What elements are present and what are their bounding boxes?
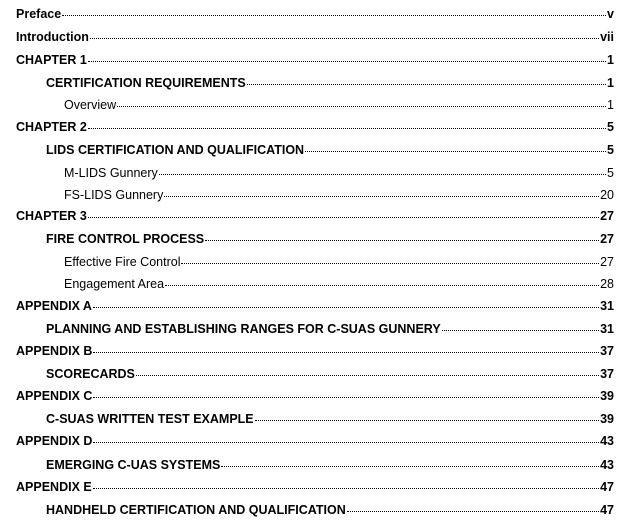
toc-entry-label: PLANNING AND ESTABLISHING RANGES FOR C-SUAS GUNNERY bbox=[46, 322, 441, 336]
toc-entry-label: CHAPTER 1 bbox=[16, 53, 87, 67]
dot-leader bbox=[117, 97, 606, 109]
toc-entry-introduction[interactable] bbox=[16, 28, 614, 46]
toc-entry-chapter-1[interactable] bbox=[16, 51, 614, 69]
dot-leader bbox=[136, 366, 599, 378]
toc-entry-certification-requirements[interactable] bbox=[46, 74, 614, 92]
toc-entry-preface[interactable] bbox=[16, 5, 614, 23]
toc-entry-page: 5 bbox=[607, 166, 614, 180]
toc-entry-handheld-certification[interactable] bbox=[46, 501, 614, 519]
toc-entry-label: CERTIFICATION REQUIREMENTS bbox=[46, 76, 246, 90]
toc-entry-page: 20 bbox=[600, 188, 614, 202]
dot-leader bbox=[88, 52, 606, 64]
dot-leader bbox=[90, 29, 599, 41]
toc-entry-page: 31 bbox=[600, 299, 614, 313]
toc-entry-page: 27 bbox=[600, 209, 614, 223]
toc-entry-label: FS-LIDS Gunnery bbox=[64, 188, 164, 202]
dot-leader bbox=[159, 165, 606, 177]
dot-leader bbox=[181, 254, 599, 266]
toc-entry-page: 43 bbox=[600, 458, 614, 472]
toc-entry-page: 27 bbox=[600, 255, 614, 269]
toc-entry-appendix-a[interactable] bbox=[16, 297, 614, 315]
dot-leader bbox=[442, 321, 599, 333]
toc-entry-appendix-b[interactable] bbox=[16, 342, 614, 360]
toc-entry-label: FIRE CONTROL PROCESS bbox=[46, 232, 205, 246]
toc-entry-label: APPENDIX E bbox=[16, 480, 92, 494]
toc-entry-scorecards[interactable] bbox=[46, 365, 614, 383]
toc-entry-emerging-systems[interactable] bbox=[46, 456, 614, 474]
dot-leader bbox=[205, 231, 599, 243]
toc-entry-page: 27 bbox=[600, 232, 614, 246]
toc-entry-label: EMERGING C-UAS SYSTEMS bbox=[46, 458, 221, 472]
toc-entry-chapter-3[interactable] bbox=[16, 207, 614, 225]
toc-entry-page: 1 bbox=[607, 76, 614, 90]
dot-leader bbox=[62, 6, 606, 18]
dot-leader bbox=[255, 411, 599, 423]
toc-entry-page: 47 bbox=[600, 480, 614, 494]
toc-entry-fs-lids-gunnery[interactable] bbox=[64, 186, 614, 204]
toc-entry-fire-control-process[interactable] bbox=[46, 230, 614, 248]
toc-entry-page: 47 bbox=[600, 503, 614, 517]
dot-leader bbox=[93, 479, 599, 491]
toc-entry-page: 39 bbox=[600, 389, 614, 403]
dot-leader bbox=[221, 457, 599, 469]
toc-entry-page: 39 bbox=[600, 412, 614, 426]
toc-entry-m-lids-gunnery[interactable] bbox=[64, 164, 614, 182]
toc-entry-label: CHAPTER 3 bbox=[16, 209, 87, 223]
toc-entry-page: 37 bbox=[600, 344, 614, 358]
toc-entry-appendix-d[interactable] bbox=[16, 432, 614, 450]
toc-entry-label: APPENDIX C bbox=[16, 389, 93, 403]
toc-entry-label: APPENDIX A bbox=[16, 299, 92, 313]
toc-entry-page: 5 bbox=[607, 120, 614, 134]
toc-entry-label: Introduction bbox=[16, 30, 89, 44]
dot-leader bbox=[88, 208, 599, 220]
toc-entry-label: CHAPTER 2 bbox=[16, 120, 87, 134]
toc-entry-label: Preface bbox=[16, 7, 62, 21]
toc-entry-label: APPENDIX B bbox=[16, 344, 93, 358]
toc-entry-label: Effective Fire Control bbox=[64, 255, 181, 269]
dot-leader bbox=[165, 276, 599, 288]
toc-entry-page: 28 bbox=[600, 277, 614, 291]
dot-leader bbox=[247, 75, 606, 87]
toc-entry-page: 31 bbox=[600, 322, 614, 336]
toc-entry-label: Overview bbox=[64, 98, 117, 112]
toc-entry-planning-ranges[interactable] bbox=[46, 320, 614, 338]
toc-entry-page: 43 bbox=[600, 434, 614, 448]
toc-entry-page: v bbox=[607, 7, 614, 21]
toc-entry-page: vii bbox=[600, 30, 614, 44]
toc-entry-label: APPENDIX D bbox=[16, 434, 93, 448]
dot-leader bbox=[164, 187, 599, 199]
dot-leader bbox=[93, 298, 599, 310]
dot-leader bbox=[93, 343, 599, 355]
toc-entry-label: LIDS CERTIFICATION AND QUALIFICATION bbox=[46, 143, 305, 157]
toc-entry-page: 37 bbox=[600, 367, 614, 381]
toc-entry-label: HANDHELD CERTIFICATION AND QUALIFICATION bbox=[46, 503, 346, 517]
toc-entry-appendix-c[interactable] bbox=[16, 387, 614, 405]
dot-leader bbox=[347, 502, 599, 514]
toc-entry-label: C-SUAS WRITTEN TEST EXAMPLE bbox=[46, 412, 254, 426]
toc-entry-page: 1 bbox=[607, 53, 614, 67]
toc-entry-page: 5 bbox=[607, 143, 614, 157]
toc-entry-engagement-area[interactable] bbox=[64, 275, 614, 293]
toc-entry-chapter-2[interactable] bbox=[16, 118, 614, 136]
toc-entry-page: 1 bbox=[607, 98, 614, 112]
toc-entry-written-test[interactable] bbox=[46, 410, 614, 428]
toc-entry-label: SCORECARDS bbox=[46, 367, 135, 381]
dot-leader bbox=[88, 119, 606, 131]
toc-entry-label: M-LIDS Gunnery bbox=[64, 166, 158, 180]
toc-entry-lids-certification[interactable] bbox=[46, 141, 614, 159]
dot-leader bbox=[93, 433, 599, 445]
toc-entry-overview[interactable] bbox=[64, 96, 614, 114]
toc-entry-effective-fire-control[interactable] bbox=[64, 253, 614, 271]
toc-entry-appendix-e[interactable] bbox=[16, 478, 614, 496]
toc-entry-label: Engagement Area bbox=[64, 277, 165, 291]
dot-leader bbox=[93, 388, 599, 400]
dot-leader bbox=[305, 142, 606, 154]
